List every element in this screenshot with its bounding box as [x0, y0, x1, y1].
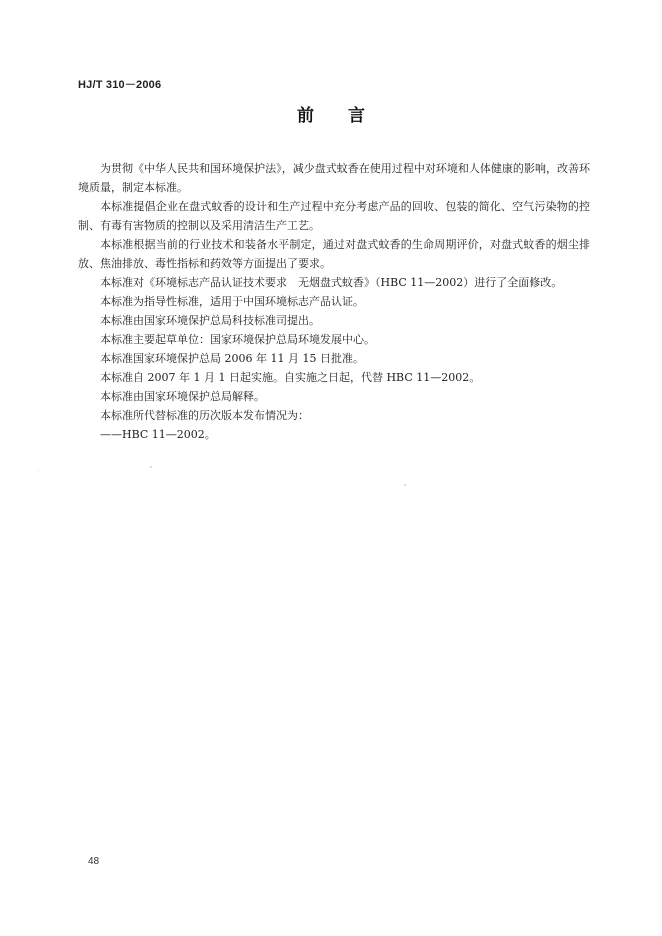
paragraph-history-item: ——HBC 11—2002。	[100, 428, 216, 441]
paragraph-scope: 本标准为指导性标准，适用于中国环境标志产品认证。	[100, 295, 364, 308]
paragraph-purpose: 为贯彻《中华人民共和国环境保护法》，减少盘式蚊香在使用过程中对环境和人体健康的影响，改善环境质量，制定本标准。	[78, 162, 590, 194]
paragraph-requirements-basis: 本标准根据当前的行业技术和装备水平制定，通过对盘式蚊香的生命周期评价，对盘式蚊香的烟尘排放、焦油排放、毒性指标和药效等方面提出了要求。	[78, 238, 590, 270]
preface-body	[78, 159, 590, 444]
standard-code-header: HJ/T 310－2006	[78, 79, 162, 91]
scan-speck	[404, 484, 406, 486]
paragraph-drafter: 本标准主要起草单位：国家环境保护总局环境发展中心。	[100, 333, 375, 346]
paragraph-history-intro: 本标准所代替标准的历次版本发布情况为：	[100, 409, 309, 422]
page-title: 前 言	[297, 106, 365, 126]
paragraph-proposer: 本标准由国家环境保护总局科技标准司提出。	[100, 314, 320, 327]
scan-speck	[150, 466, 152, 468]
paragraph-design-advocacy: 本标准提倡企业在盘式蚊香的设计和生产过程中充分考虑产品的回收、包装的简化、空气污染物的控制、有毒有害物质的控制以及采用清洁生产工艺。	[78, 200, 590, 232]
paragraph-effective-date: 本标准自 2007 年 1 月 1 日起实施。自实施之日起，代替 HBC 11—2002。	[100, 371, 481, 384]
paragraph-interpretation: 本标准由国家环境保护总局解释。	[100, 390, 265, 403]
paragraph-approval: 本标准国家环境保护总局 2006 年 11 月 15 日批准。	[100, 352, 364, 365]
scan-speck	[38, 470, 39, 471]
page-number: 48	[88, 856, 100, 867]
paragraph-revision: 本标准对《环境标志产品认证技术要求 无烟盘式蚊香》（HBC 11—2002）进行了全面修改。	[100, 276, 563, 289]
